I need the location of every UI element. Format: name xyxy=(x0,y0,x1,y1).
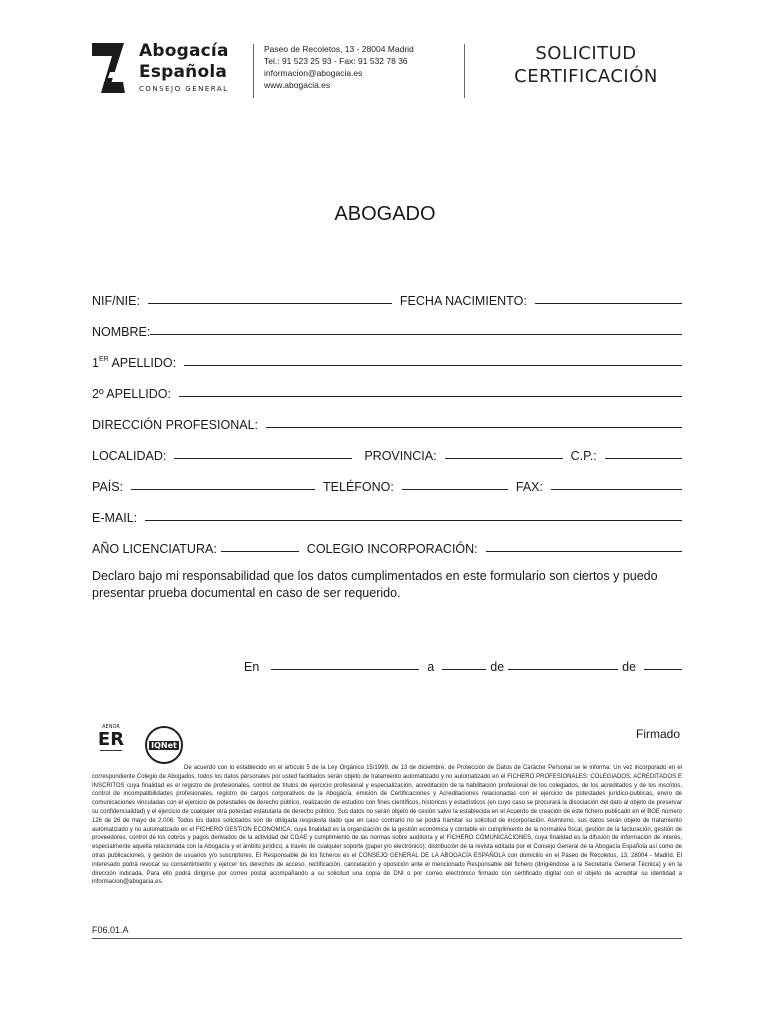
page-heading: ABOGADO xyxy=(334,203,436,225)
phone-field[interactable] xyxy=(402,488,508,490)
aenor-mark: ER xyxy=(97,729,125,750)
contact-phone: Tel.: 91 523 25 93 - Fax: 91 532 78 36 xyxy=(264,56,408,66)
row-address xyxy=(92,412,682,432)
postcode-label: C.P.: xyxy=(570,449,597,463)
surname1-text: APELLIDO: xyxy=(108,356,177,370)
document-title-line1: SOLICITUD xyxy=(535,43,637,64)
surname2-field[interactable] xyxy=(179,395,682,397)
row-city-province-postcode xyxy=(92,443,682,463)
row-name xyxy=(92,319,682,339)
birth-date-field[interactable] xyxy=(535,302,682,304)
aenor-label: AENOR xyxy=(102,724,120,730)
document-title-line2: CERTIFICACIÓN xyxy=(514,66,658,87)
month-label: de xyxy=(490,660,505,674)
form-code: F06.01.A xyxy=(92,925,129,935)
name-label: NOMBRE: xyxy=(92,325,151,339)
row-country-phone-fax xyxy=(92,474,682,494)
contact-address: Paseo de Recoletos, 13 - 28004 Madrid xyxy=(264,44,414,54)
surname1-superscript: ER xyxy=(98,356,109,363)
country-label: PAÍS: xyxy=(92,480,124,494)
day-label: a xyxy=(427,660,435,674)
address-label: DIRECCIÓN PROFESIONAL: xyxy=(92,418,258,432)
year-field[interactable] xyxy=(644,668,682,670)
birth-date-label: FECHA NACIMIENTO: xyxy=(399,294,527,308)
logo-text-espanola: Española xyxy=(139,62,228,82)
document-title xyxy=(486,42,686,88)
surname1-label xyxy=(92,356,176,370)
postcode-field[interactable] xyxy=(605,457,682,459)
email-label: E-MAIL: xyxy=(92,511,138,525)
nif-field[interactable] xyxy=(148,302,392,304)
day-field[interactable] xyxy=(442,668,486,670)
email-field[interactable] xyxy=(145,519,682,521)
phone-label: TELÉFONO: xyxy=(323,480,394,494)
signed-label: Firmado xyxy=(635,727,680,741)
row-nif-birthdate xyxy=(92,288,682,308)
surname2-label: 2º APELLIDO: xyxy=(92,387,171,401)
header-divider-right xyxy=(464,44,465,98)
fax-field[interactable] xyxy=(551,488,682,490)
fax-label: FAX: xyxy=(515,480,543,494)
privacy-notice: De acuerdo con lo establecido en el artículo 5 de la Ley Orgánico 15/1999, de 13 de diciembre, de Protección de Datos de Carácter Personal se le informa: Un vez incorporado en el correspondiente Colegio de Abogados, todos los datos personales por usted facilitados serán objeto de tratamiento automatizado y no automatizado en el FICHERO PROFESIONALES: COLEGIADOS, ACREDITADOS E INSCRITOS cuya finalidad es el registro de profesionales, control de títulos de ejercicio profesional y especialización, acreditación de la habilitación profesional de los colegiados, de los acreditados y de los inscritos, control de incompatibilidades profesionales, registro de cargos corporativos de la Abogacía, emisión de Certificaciones y Acreditaciones relacionadas con el ejercicio de potestades jurídico-publicas, envío de comunicaciones vinculadas con el ejercicio de potestades de derecho público, realización de estudios con fines científicos, históricos y estadísticos (en cuyo caso se procurará la disociación del dato al objeto de preservar su confidencialidad) y el ejercicio de cualquier otra potestad estatutaria de derecho público. Sus datos no serán objeto de cesión salvo la establecida en el Acuerdo de creación de este fichero publicado en el BOE número 126 de 26 de mayo de 2.006. Todos los datos solicitados son de obligada respuesta dado que en caso contrario no se podrá tramitar su solicitud de incorporación. Asimismo, sus datos serán objeto de tratamiento automatizado y no automatizado en el FICHERO GESTION ECONOMICA, cuya finalidad es la organización de la gestión económica y contable en cumplimiento de la normativa fiscal, gestión de la facturación, gestión de proveedores, control de los cobros y pagos derivados de la actividad del CGAE y cumplimiento de las normas sobre auditoría y el FICHERO COMUNICACIONES, cuya finalidad es la difusión de información de interés, especialmente aquella relacionada con la Abogacía y el ámbito jurídico, a través de cualquier soporte (papel y/o electrónico); distribución de la revista editada por el Consejo General de la Abogacía Española así como de otras publicaciones, y gestión de usuarios y/o suscriptores. El Responsable de los ficheros es el CONSEJO GENERAL DE LA ABOGACÍA ESPAÑOLA con domicilio en el Paseo de Recoletos, 13, 28004 - Madrid. El interesado podrá revocar su consentimiento y ejercer los derechos de acceso, rectificación, cancelación y oposición ante el mencionado Responsable del fichero (dirigiéndose a la Secretaría General Técnica) y en la dirección indicada. Para ello podrá dirigirse por correo postal acompañando a su solicitud una copia de DNI o por correo electrónico firmado con certificado digital con el objeto de acreditar su identidad a informacion@abogacia.es. xyxy=(92,765,682,886)
signature-place-date xyxy=(244,656,682,674)
abogacia-logo-icon xyxy=(90,42,126,94)
surname1-field[interactable] xyxy=(184,364,682,366)
license-year-field[interactable] xyxy=(221,550,299,552)
country-field[interactable] xyxy=(131,488,315,490)
contact-email: informacion@abogacia.es xyxy=(264,68,363,78)
declaration-text: Declaro bajo mi responsabilidad que los datos cumplimentados en este formulario son ciertos y puedo presentar prueba documental en caso de ser requerido. xyxy=(92,569,658,600)
iqnet-badge xyxy=(145,726,183,764)
aenor-badge xyxy=(96,724,126,768)
college-label: COLEGIO INCORPORACIÓN: xyxy=(306,542,478,556)
city-field[interactable] xyxy=(174,457,352,459)
row-surname2 xyxy=(92,381,682,401)
place-field[interactable] xyxy=(271,668,419,670)
logo-text-abogacia: Abogacía xyxy=(139,41,229,61)
year-label: de xyxy=(622,660,637,674)
footer-divider xyxy=(92,938,682,939)
place-label: En xyxy=(244,660,260,674)
contact-block xyxy=(264,43,414,91)
name-field[interactable] xyxy=(150,333,682,335)
row-email xyxy=(92,505,682,525)
iqnet-label: IQNet xyxy=(151,740,177,750)
nif-label: NIF/NIE: xyxy=(92,294,140,308)
address-field[interactable] xyxy=(266,426,682,428)
month-field[interactable] xyxy=(508,668,618,670)
header-divider-left xyxy=(253,44,254,98)
license-year-label: AÑO LICENCIATURA: xyxy=(92,542,217,556)
province-field[interactable] xyxy=(445,457,563,459)
row-surname1 xyxy=(92,350,682,370)
logo-text-consejo-general: CONSEJO GENERAL xyxy=(139,85,229,93)
row-license-college xyxy=(92,536,682,556)
contact-web: www.abogacia.es xyxy=(264,80,331,90)
province-label: PROVINCIA: xyxy=(364,449,437,463)
college-field[interactable] xyxy=(486,550,682,552)
surname1-number: 1 xyxy=(92,356,99,370)
city-label: LOCALIDAD: xyxy=(92,449,167,463)
